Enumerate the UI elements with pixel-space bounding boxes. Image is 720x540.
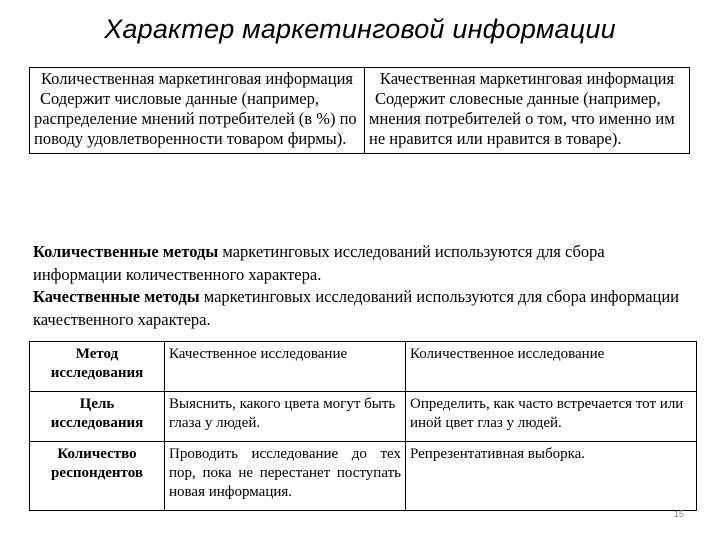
page-number: 15 [673,509,684,519]
quantitative-info-cell [30,68,365,154]
qualitative-methods-term: Качественные методы [33,287,200,306]
research-comparison-table [29,341,697,511]
slide-title: Характер маркетинговой информации [104,14,616,44]
quantitative-methods-text: маркетинговых исследований используются для сбора информации количественного характера. [33,242,605,284]
row-label: Цель исследования [30,392,165,442]
quantitative-info-description: Содержит числовые данные (например, распределение мнений потребителей (в %) по поводу удовлетворенности товаром фирмы). [34,89,357,148]
qualitative-info-cell [365,68,690,154]
info-comparison-table [29,67,690,154]
qualitative-cell: Качественное исследование [165,342,406,392]
quantitative-cell: Количественное исследование [406,342,697,392]
quantitative-methods-term: Количественные методы [33,242,219,261]
qualitative-info-description: Содержит словесные данные (например, мнения потребителей о том, что именно им не нравится или нравится в товаре). [369,89,675,148]
qualitative-methods-line [33,286,693,331]
quantitative-cell: Репрезентативная выборка. [406,442,697,511]
qualitative-cell: Проводить исследование до тех пор, пока не перестанет поступать новая информация. [165,442,406,511]
quantitative-cell: Определить, как часто встречается тот или иной цвет глаз у людей. [406,392,697,442]
qualitative-methods-text: маркетинговых исследований используются для сбора информации качественного характера. [33,287,680,329]
row-label: Метод исследования [30,342,165,392]
methods-paragraph [33,241,693,331]
table-row [30,442,697,511]
table-row [30,342,697,392]
qualitative-cell: Выяснить, какого цвета могут быть глаза у людей. [165,392,406,442]
qualitative-info-header: Качественная маркетинговая информация [379,69,675,88]
quantitative-info-header: Количественная маркетинговая информация [41,69,353,88]
table-row [30,392,697,442]
quantitative-methods-line [33,241,693,286]
table-row [30,68,690,154]
row-label: Количество респондентов [30,442,165,511]
